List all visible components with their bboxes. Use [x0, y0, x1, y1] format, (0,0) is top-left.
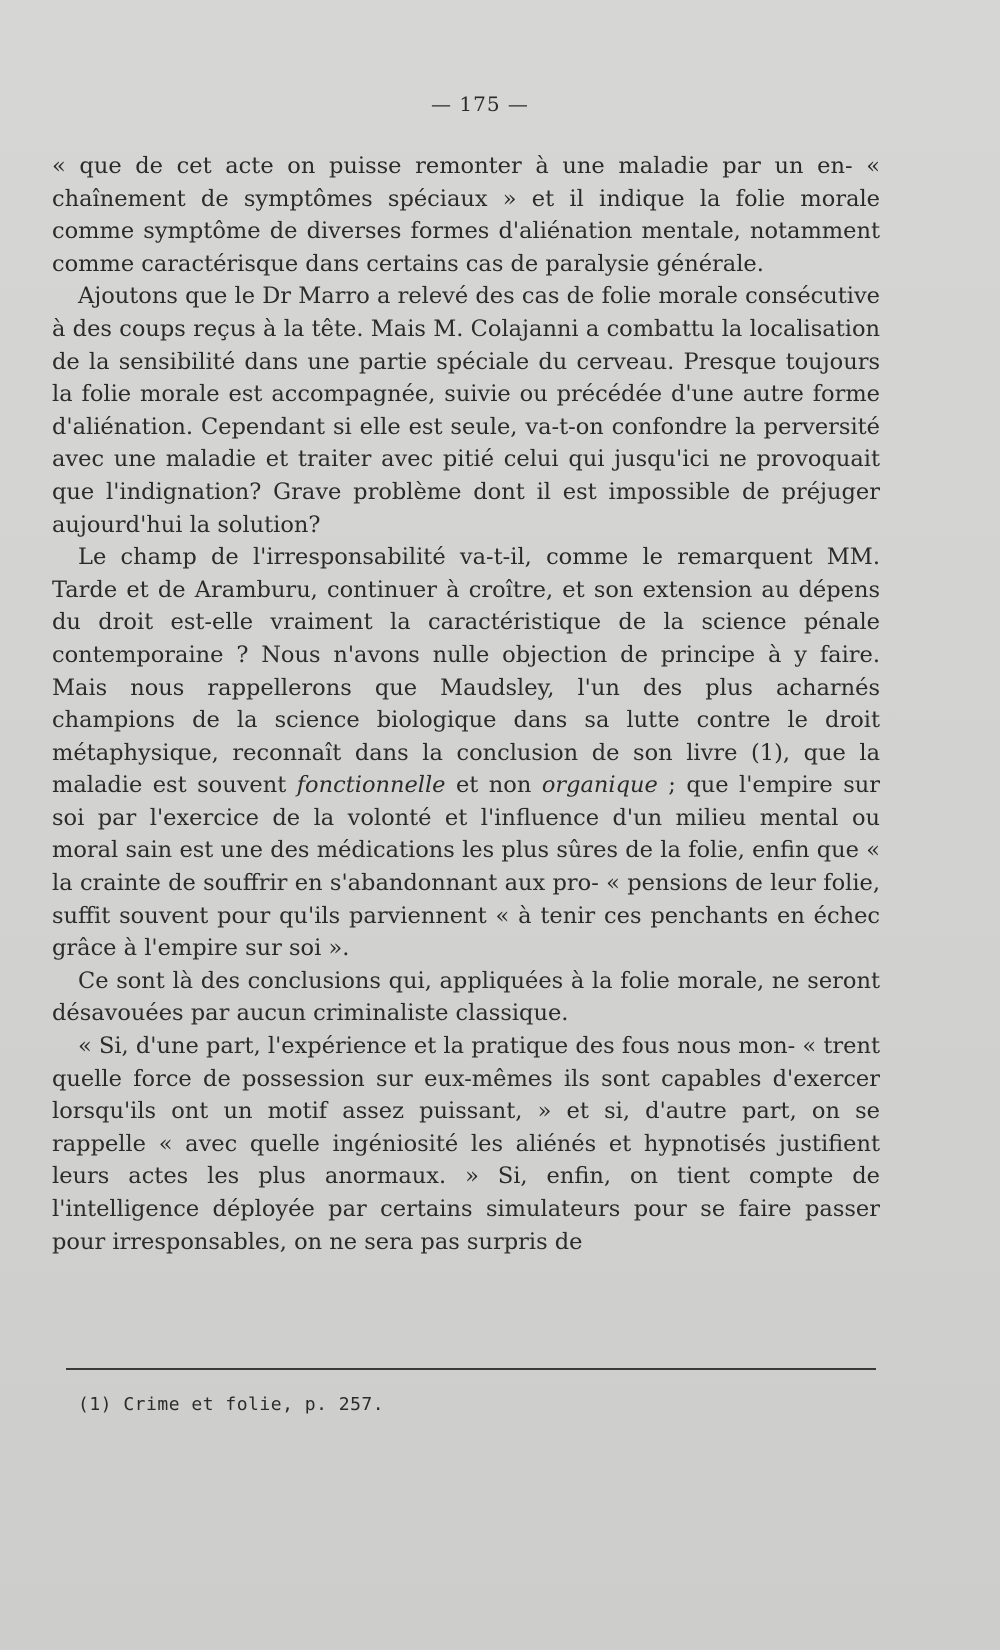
footnote: (1) Crime et folie, p. 257. — [78, 1394, 385, 1415]
italic-organique: organique — [541, 772, 658, 799]
paragraph-3 — [52, 541, 880, 965]
page-number: — 175 — — [431, 92, 529, 116]
paragraph-5: « Si, d'une part, l'expérience et la pratique des fous nous mon- « trent quelle force de possession sur eux-mêmes ils sont capables d'exercer lorsqu'ils ont un motif assez puissant, » et si, d'autre part, on se rappelle « avec quelle ingéniosité les aliénés et hypnotisés justifient leurs actes les plus anormaux. » Si, enfin, on tient compte de l'intelligence déployée par certains simulateurs pour se faire passer pour irresponsables, on ne sera pas surpris de — [52, 1033, 880, 1255]
footnote-divider — [66, 1368, 876, 1370]
paragraph-3-part-3: ; que l'empire sur soi par l'exercice de la volonté et l'influence d'un milieu mental ou moral sain est une des médications les plus sûres de la folie, enfin que « la crainte de souffrir en s'abandonnant aux pro- « pensions de leur folie, suffit souvent pour qu'ils parviennent « à tenir ces penchants en échec grâce à l'empire sur soi ». — [52, 772, 880, 962]
paragraph-2: Ajoutons que le Dr Marro a relevé des cas de folie morale consécutive à des coups reçus à la tête. Mais M. Colajanni a combattu la localisation de la sensibilité dans une partie spéciale du cerveau. Presque toujours la folie morale est accompagnée, suivie ou précédée d'une autre forme d'aliénation. Cependant si elle est seule, va-t-on confondre la perversité avec une maladie et traiter avec pitié celui qui jusqu'ici ne provoquait que l'indignation? Grave problème dont il est impossible de préjuger aujourd'hui la solution? — [52, 283, 880, 538]
italic-fonctionnelle: fonctionnelle — [296, 772, 446, 799]
paragraph-3-part-2: et non — [445, 772, 542, 799]
body-text — [52, 150, 880, 1258]
paragraph-3-part-1: Le champ de l'irresponsabilité va-t-il, comme le remarquent MM. Tarde et de Aramburu, continuer à croître, et son extension au dépens du droit est-elle vraiment la caractéristique de la science pénale contemporaine ? Nous n'avons nulle objection de principe à y faire. Mais nous rappellerons que Maudsley, l'un des plus acharnés champions de la science biologique dans sa lutte contre le droit métaphysique, reconnaît dans la conclusion de son livre (1), que la maladie est souvent — [52, 544, 880, 799]
paragraph-4: Ce sont là des conclusions qui, appliquées à la folie morale, ne seront désavouées par aucun criminaliste classique. — [52, 967, 880, 1027]
paragraph-1: « que de cet acte on puisse remonter à une maladie par un en- « chaînement de symptômes spéciaux » et il indique la folie morale comme symptôme de diverses formes d'aliénation mentale, notamment comme caractérisque dans certains cas de paralysie générale. — [52, 153, 880, 277]
